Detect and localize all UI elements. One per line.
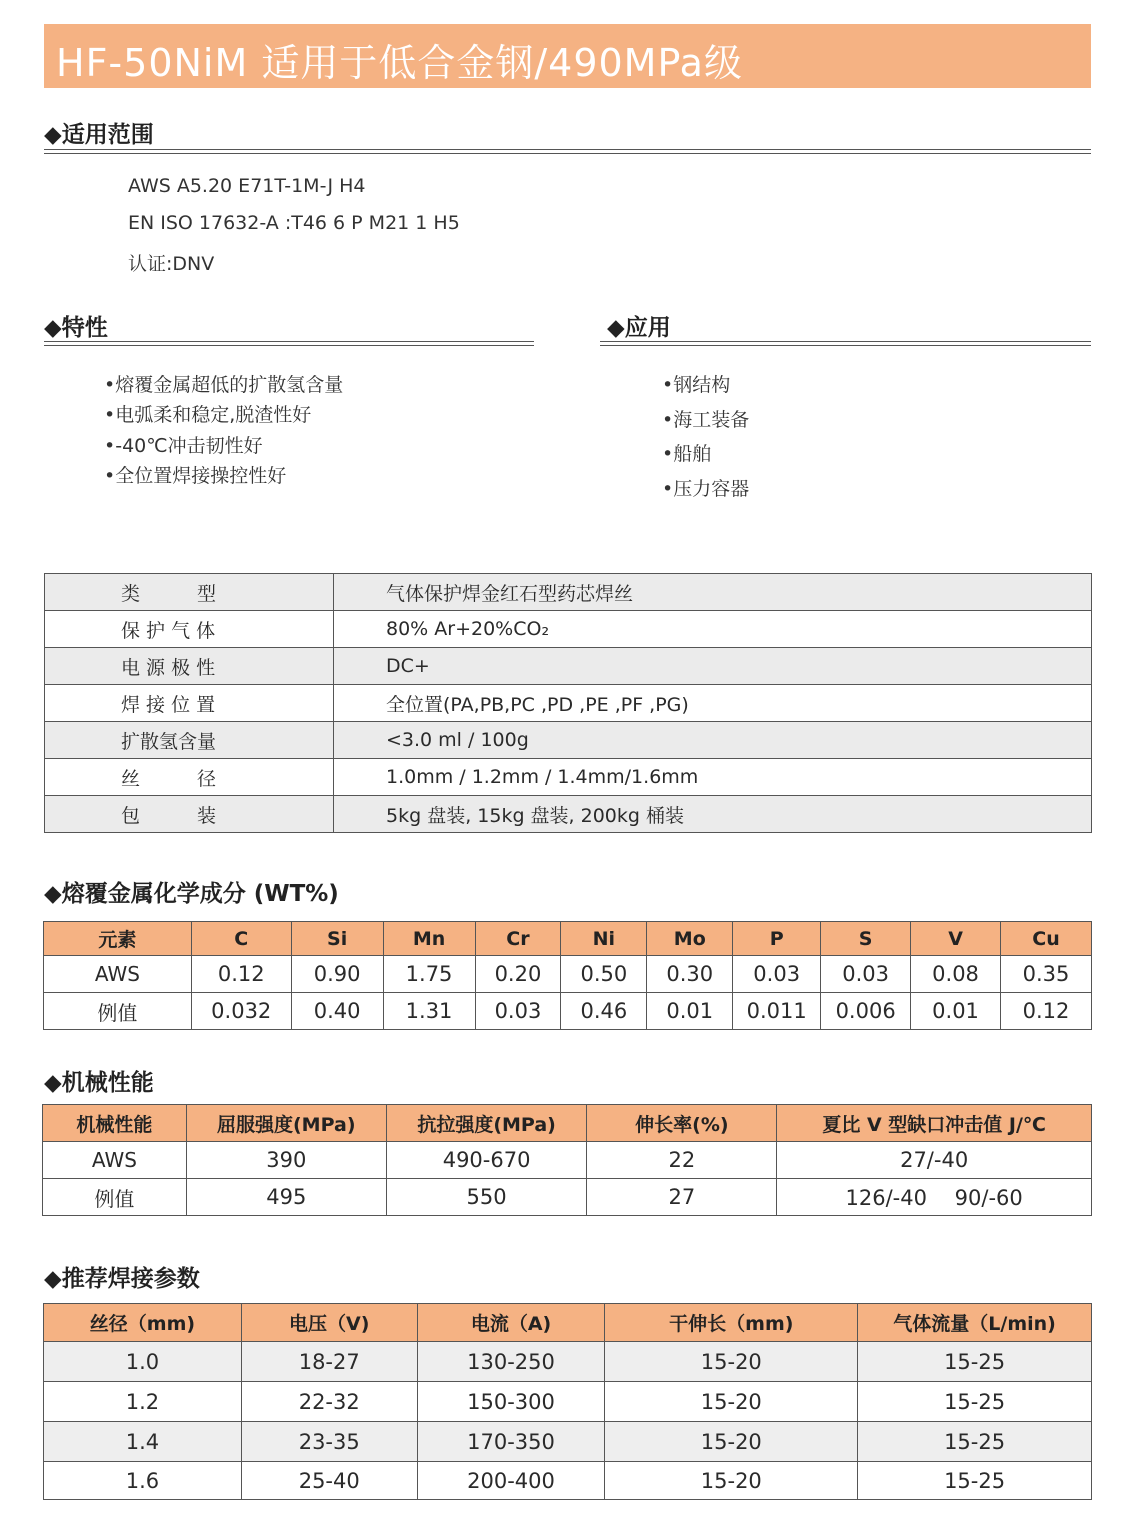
params-cell: 15-25 xyxy=(858,1462,1092,1500)
params-cell: 25-40 xyxy=(241,1462,417,1500)
spec-table xyxy=(44,573,1092,833)
feature-item: •-40℃冲击韧性好 xyxy=(104,435,263,457)
chemistry-cell: 0.03 xyxy=(821,956,911,993)
chemistry-header: Mo xyxy=(647,922,733,956)
spec-value: 气体保护焊金红石型药芯焊丝 xyxy=(334,574,1092,611)
spec-row xyxy=(45,611,1092,648)
params-cell: 1.6 xyxy=(44,1462,242,1500)
chemistry-cell: 例值 xyxy=(44,993,192,1030)
spec-value: <3.0 ml / 100g xyxy=(334,722,1092,759)
chemistry-header-row xyxy=(44,922,1092,956)
chemistry-header: P xyxy=(733,922,821,956)
chemistry-header: Mn xyxy=(383,922,475,956)
mechanical-heading: ◆机械性能 xyxy=(44,1070,154,1096)
chemistry-header: V xyxy=(911,922,1001,956)
chemistry-cell: 0.12 xyxy=(191,956,291,993)
params-header: 干伸长（mm) xyxy=(605,1304,858,1342)
spec-row xyxy=(45,648,1092,685)
spec-value: 80% Ar+20%CO₂ xyxy=(334,611,1092,648)
mechanical-row xyxy=(43,1179,1092,1216)
mechanical-header: 屈服强度(MPa) xyxy=(186,1105,386,1142)
params-cell: 170-350 xyxy=(417,1422,605,1462)
spec-row xyxy=(45,722,1092,759)
spec-label: 保 护 气 体 xyxy=(45,611,334,648)
mechanical-cell: 22 xyxy=(587,1142,777,1179)
title-bar xyxy=(44,24,1091,88)
mechanical-cell: 126/-40 90/-60 xyxy=(777,1179,1092,1216)
scope-line: 认证:DNV xyxy=(128,253,215,275)
chemistry-header: Cu xyxy=(1001,922,1092,956)
spec-label: 类 型 xyxy=(45,574,334,611)
applications-divider xyxy=(600,341,1091,346)
params-row xyxy=(44,1422,1092,1462)
chemistry-cell: 0.20 xyxy=(475,956,561,993)
params-cell: 130-250 xyxy=(417,1342,605,1382)
chemistry-header: C xyxy=(191,922,291,956)
params-header: 丝径（mm) xyxy=(44,1304,242,1342)
spec-row xyxy=(45,759,1092,796)
params-cell: 150-300 xyxy=(417,1382,605,1422)
chemistry-cell: 1.31 xyxy=(383,993,475,1030)
mechanical-table xyxy=(42,1104,1092,1216)
params-row xyxy=(44,1382,1092,1422)
chemistry-cell: 0.46 xyxy=(561,993,647,1030)
params-table xyxy=(43,1303,1092,1500)
mechanical-cell: 490-670 xyxy=(386,1142,587,1179)
params-cell: 15-20 xyxy=(605,1382,858,1422)
params-cell: 23-35 xyxy=(241,1422,417,1462)
scope-line: EN ISO 17632-A :T46 6 P M21 1 H5 xyxy=(128,212,460,234)
scope-divider xyxy=(44,149,1091,154)
mechanical-cell: 495 xyxy=(186,1179,386,1216)
scope-line: AWS A5.20 E71T-1M-J H4 xyxy=(128,175,366,197)
feature-item: •全位置焊接操控性好 xyxy=(104,465,287,487)
features-divider xyxy=(44,341,534,346)
params-header-row xyxy=(44,1304,1092,1342)
params-cell: 1.0 xyxy=(44,1342,242,1382)
mechanical-cell: 27/-40 xyxy=(777,1142,1092,1179)
params-row xyxy=(44,1462,1092,1500)
chemistry-cell: 0.006 xyxy=(821,993,911,1030)
chemistry-cell: 0.03 xyxy=(475,993,561,1030)
spec-value: DC+ xyxy=(334,648,1092,685)
chemistry-cell: 0.30 xyxy=(647,956,733,993)
params-cell: 15-25 xyxy=(858,1422,1092,1462)
chemistry-cell: 0.011 xyxy=(733,993,821,1030)
params-cell: 15-20 xyxy=(605,1462,858,1500)
chemistry-table xyxy=(43,921,1092,1030)
chemistry-cell: 0.01 xyxy=(911,993,1001,1030)
mechanical-cell: 例值 xyxy=(43,1179,187,1216)
spec-value: 5kg 盘装, 15kg 盘装, 200kg 桶装 xyxy=(334,796,1092,833)
params-cell: 15-20 xyxy=(605,1342,858,1382)
chemistry-header: Cr xyxy=(475,922,561,956)
chemistry-header: Ni xyxy=(561,922,647,956)
chemistry-cell: 0.01 xyxy=(647,993,733,1030)
spec-label: 丝 径 xyxy=(45,759,334,796)
application-item: •海工装备 xyxy=(662,409,750,431)
mechanical-header: 夏比 V 型缺口冲击值 J/℃ xyxy=(777,1105,1092,1142)
mechanical-cell: 550 xyxy=(386,1179,587,1216)
feature-item: •熔覆金属超低的扩散氢含量 xyxy=(104,374,344,396)
params-cell: 15-20 xyxy=(605,1422,858,1462)
chemistry-cell: 0.35 xyxy=(1001,956,1092,993)
spec-label: 扩散氢含量 xyxy=(45,722,334,759)
features-heading: ◆特性 xyxy=(44,315,108,341)
feature-item: •电弧柔和稳定,脱渣性好 xyxy=(104,404,312,426)
spec-label: 焊 接 位 置 xyxy=(45,685,334,722)
chemistry-header: S xyxy=(821,922,911,956)
scope-heading: ◆适用范围 xyxy=(44,122,154,148)
mechanical-header: 机械性能 xyxy=(43,1105,187,1142)
params-cell: 18-27 xyxy=(241,1342,417,1382)
params-cell: 22-32 xyxy=(241,1382,417,1422)
spec-row xyxy=(45,796,1092,833)
chemistry-header: 元素 xyxy=(44,922,192,956)
mechanical-header: 抗拉强度(MPa) xyxy=(386,1105,587,1142)
applications-heading: ◆应用 xyxy=(607,315,671,341)
chemistry-cell: 0.40 xyxy=(291,993,383,1030)
chemistry-row xyxy=(44,956,1092,993)
params-cell: 200-400 xyxy=(417,1462,605,1500)
chemistry-row xyxy=(44,993,1092,1030)
params-header: 电流（A) xyxy=(417,1304,605,1342)
spec-value: 1.0mm / 1.2mm / 1.4mm/1.6mm xyxy=(334,759,1092,796)
application-item: •船舶 xyxy=(662,443,712,465)
chemistry-cell: 0.032 xyxy=(191,993,291,1030)
mechanical-cell: 390 xyxy=(186,1142,386,1179)
chemistry-cell: 0.90 xyxy=(291,956,383,993)
spec-label: 包 装 xyxy=(45,796,334,833)
chemistry-cell: 0.12 xyxy=(1001,993,1092,1030)
chemistry-cell: 0.50 xyxy=(561,956,647,993)
chemistry-header: Si xyxy=(291,922,383,956)
spec-row xyxy=(45,685,1092,722)
page-title: HF-50NiM 适用于低合金钢/490MPa级 xyxy=(56,41,743,85)
params-header: 气体流量（L/min) xyxy=(858,1304,1092,1342)
application-item: •钢结构 xyxy=(662,374,731,396)
chemistry-cell: 0.03 xyxy=(733,956,821,993)
params-heading: ◆推荐焊接参数 xyxy=(44,1266,200,1292)
mechanical-header: 伸长率(%) xyxy=(587,1105,777,1142)
params-row xyxy=(44,1342,1092,1382)
params-cell: 15-25 xyxy=(858,1342,1092,1382)
params-cell: 1.4 xyxy=(44,1422,242,1462)
chemistry-cell: 1.75 xyxy=(383,956,475,993)
mechanical-header-row xyxy=(43,1105,1092,1142)
spec-value: 全位置(PA,PB,PC ,PD ,PE ,PF ,PG) xyxy=(334,685,1092,722)
params-header: 电压（V) xyxy=(241,1304,417,1342)
mechanical-cell: 27 xyxy=(587,1179,777,1216)
spec-row xyxy=(45,574,1092,611)
mechanical-cell: AWS xyxy=(43,1142,187,1179)
chemistry-cell: 0.08 xyxy=(911,956,1001,993)
chemistry-heading: ◆熔覆金属化学成分 (WT%) xyxy=(44,881,339,907)
spec-label: 电 源 极 性 xyxy=(45,648,334,685)
application-item: •压力容器 xyxy=(662,478,750,500)
chemistry-cell: AWS xyxy=(44,956,192,993)
params-cell: 15-25 xyxy=(858,1382,1092,1422)
params-cell: 1.2 xyxy=(44,1382,242,1422)
mechanical-row xyxy=(43,1142,1092,1179)
